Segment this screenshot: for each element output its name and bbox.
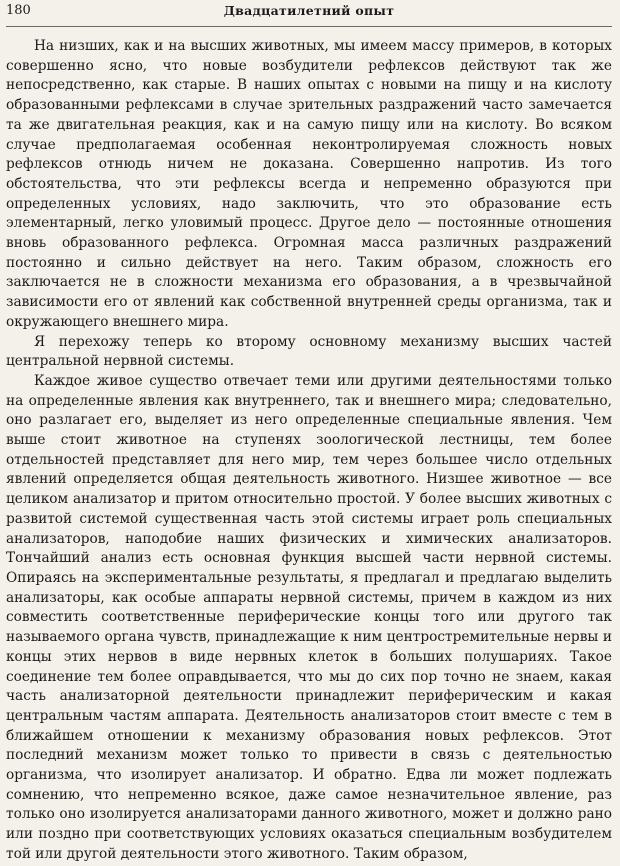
running-title: Двадцатилетний опыт: [223, 3, 395, 18]
page-header: [6, 0, 612, 27]
paragraph-2: Я перехожу теперь ко второму основному механизму высших частей центральной нервной системы.: [6, 333, 612, 370]
page-number: 180: [6, 3, 31, 18]
paragraph-3: Каждое живое существо отвечает теми или другими деятельностями только на определенные явления как внутреннего, так и внешнего мира; следовательно, оно разлагает его, выделяет из него определенные специальные явления. Чем выше стоит животное на ступенях зоологической лестницы, тем более отдельностей представляет для него мир, тем через большее число отдельных явлений определяется общая деятельность животного. Низшее животное — все целиком анализатор и притом относительно простой. У более высших животных с развитой системой существенная часть этой системы играет роль специальных анализаторов, наподобие наших физических и химических анализаторов. Тончайший анализ есть основная функция высшей части нервной системы. Опираясь на экспериментальные результаты, я предлагал и предлагаю выделить анализаторы, как особые аппараты нервной системы, причем в каждом из них совместить соответственные периферические концы того или другого так называемого органа чувств, принадлежащие к ним центростремительные нервы и концы этих нервов в виде нервных клеток в больших полушариях. Такое соединение тем более оправдывается, что мы до сих пор точно не знаем, какая часть анализаторной деятельности принадлежит периферическим и какая центральным частям аппарата. Деятельность анализаторов стоит вместе с тем в ближайшем отношении к механизму образования новых рефлексов. Этот последний механизм может только то привести в связь с деятельностью организма, что изолирует анализатор. И обратно. Едва ли может подлежать сомнению, что непременно всякое, даже самое незначительное явление, раз только оно изолируется анализаторами данного животного, может и должно рано или поздно при соответствующих условиях оказаться специальным возбудителем той или другой деятельности этого животного. Таким образом,: [6, 372, 612, 862]
body-text: [6, 37, 612, 865]
paragraph-1: На низших, как и на высших животных, мы имеем массу примеров, в которых совершенно ясно, что новые возбудители рефлексов действуют так же непосредственно, как старые. В наших опытах с новыми на пищу и на кислоту образованными рефлексами в случае зрительных раздражений часто замечается та же двигательная реакция, как и на самую пищу или на кислоту. Во всяком случае предполагаемая особенная неконтролируемая сложность новых рефлексов отнюдь ничем не доказана. Совершенно напротив. Из того обстоятельства, что эти рефлексы всегда и непременно образуются при определенных условиях, надо заключить, что это образование есть элементарный, легко уловимый процесс. Другое дело — постоянные отношения вновь образованного рефлекса. Огромная масса различных раздражений постоянно и сильно действует на него. Таким образом, сложность его заключается не в сложности механизма его образования, а в чрезвычайной зависимости его от явлений как собственной внутренней среды организма, так и окружающего внешнего мира.: [6, 38, 612, 330]
